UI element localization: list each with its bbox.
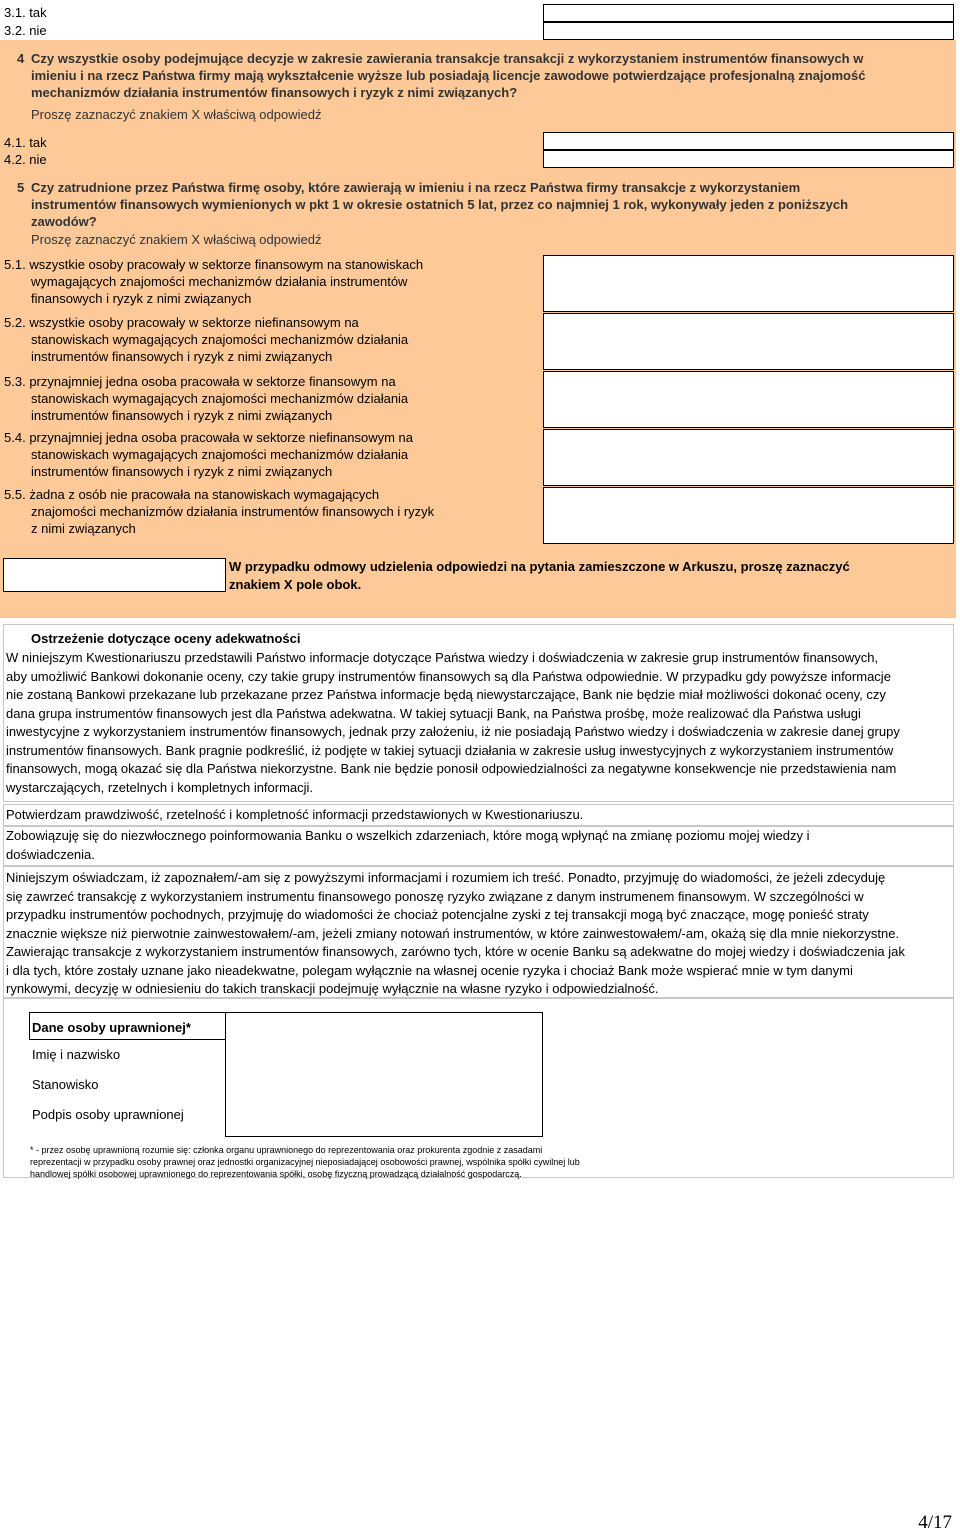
option-text: finansowych i ryzyk z nimi związanych [31,291,252,306]
option-text: znajomości mechanizmów działania instrumentów finansowych i ryzyk [31,504,435,519]
option-5-1 [4,256,474,307]
declaration-line: przypadku instrumentów pochodnych, przyjmuję do wiadomości że chociaż potencjalne zyski z tej transakcji mogą być znaczące, mogę ponieść straty [6,907,869,922]
option-text: przynajmniej jedna osoba pracowała w sektorze niefinansowym na [29,430,414,445]
refusal-text [229,558,949,594]
declaration-line: i dla tych, które zostały uznane jako nieadekwatne, polegam wyłącznie na własnej ocenie ryzyka i chociaż Bank może wspierać mnie w tym danymi [6,962,853,978]
declaration-line: się zawrzeć transakcję z wykorzystaniem instrumentu finansowego ponoszę ryzyko związane z danym instrumenem finansowym. W szczególności w [6,888,864,904]
q4-text [31,50,951,101]
declaration-line: Zawierając transakcje z wykorzystaniem instrumentów finansowych, zarówno tych, które w ocenie Banku są adekwatne do mojej wiedzy i doświadczenia jak [6,944,905,959]
warning-line: nie zostaną Bankowi przekazane lub przekazane przez Państwa informacje będą niewystarczające, Bank nie będzie miał możliwości dokonać oceny, czy [6,687,886,702]
warning-line: inwestycyjne z wykorzystaniem instrumentów finansowych, jednak przy założeniu, iż nie posiadają Państwo wiedzy i doświadczenia w zakresie danej grupy [6,724,900,739]
refusal-line: znakiem X pole obok. [229,577,362,592]
answer-box-5-1[interactable] [543,255,954,312]
warning-line: finansowych, mogą okazać się dla Państwa niekorzystne. Bank nie będzie ponosił odpowiedzialności za negatywne konsekwencje nie przedstawienia nam [6,761,897,776]
signatory-header: Dane osoby uprawnionej* [32,1020,191,1035]
refusal-checkbox[interactable] [3,558,226,592]
answer-box-5-4[interactable] [543,429,954,486]
answer-box-4-2[interactable] [543,150,954,168]
declaration-text [6,869,948,999]
option-5-3 [4,373,474,424]
option-text: wszystkie osoby pracowały w sektorze finansowym na stanowiskach [29,257,424,272]
position-field[interactable] [226,1071,542,1099]
refusal-line: W przypadku odmowy udzielenia odpowiedzi na pytania zamieszczone w Arkuszu, proszę zaznaczyć [229,559,850,574]
option-3-1: 3.1. tak [4,5,47,20]
option-number: 5.2. [4,315,26,330]
answer-box-3-1[interactable] [543,4,954,22]
page-number: 4/17 [918,1512,952,1533]
q4-instruction: Proszę zaznaczyć znakiem X właściwą odpowiedź [31,107,322,122]
option-text: instrumentów finansowych i ryzyk z nimi związanych [31,349,333,364]
q5-text-line: Czy zatrudnione przez Państwa firmę osoby, które zawierają w imieniu i na rzecz Państwa firmy transakcje z wykorzystaniem [31,180,801,195]
name-field[interactable] [226,1041,542,1069]
option-text: stanowiskach wymagających znajomości mechanizmów działania [31,391,409,406]
option-text: instrumentów finansowych i ryzyk z nimi związanych [31,408,333,423]
option-number: 5.1. [4,257,26,272]
option-number: 5.5. [4,487,26,502]
q4-text-line: Czy wszystkie osoby podejmujące decyzje w zakresie zawierania transakcje transakcji z wykorzystaniem instrumentów finansowych w [31,51,864,66]
footnote-line: reprezentacji w przypadku osoby prawnej oraz jednostki organizacyjnej nieposiadającej osobowości prawnej, wspólnika spółki cywilnej lub [30,1157,580,1167]
name-label: Imię i nazwisko [32,1047,121,1062]
answer-box-5-3[interactable] [543,371,954,428]
option-number: 5.3. [4,374,26,389]
option-5-4 [4,429,474,480]
warning-line: wystarczających, rzetelnych i kompletnych informacji. [6,779,314,795]
option-text: wymagających znajomości mechanizmów działania instrumentów [31,274,408,289]
warning-title: Ostrzeżenie dotyczące oceny adekwatności [31,631,301,646]
declaration-line: rynkowymi, decyzję w odniesieniu do takich transkacji podejmuję wyłącznie na własne ryzyko i odpowiedzialność. [6,981,659,996]
warning-line: W niniejszym Kwestionariuszu przedstawili Państwo informacje dotyczące Państwa wiedzy i doświadczenia w zakresie grup instrumentów finansowych, [6,650,879,665]
footnote-line: handlowej spółki osobowej uprawnionego do reprezentowania spółki, osobę fizyczną prowadzącą działalność gospodarczą. [30,1169,522,1179]
option-text: instrumentów finansowych i ryzyk z nimi związanych [31,464,333,479]
answer-box-3-2[interactable] [543,22,954,40]
q5-text [31,179,951,229]
footnote [30,1144,624,1180]
answer-box-4-1[interactable] [543,132,954,150]
warning-line: aby umożliwić Bankowi dokonanie oceny, czy takie grupy instrumentów finansowych są dla Państwa odpowiednie. W przypadku gdy powyższe informacje [6,668,891,684]
q5-text-line: instrumentów finansowych wymienionych w pkt 1 w okresie ostatnich 5 lat, przez co najmniej 1 rok, wykonywały jeden z poniższych [31,197,849,212]
option-3-2: 3.2. nie [4,23,47,38]
position-label: Stanowisko [32,1077,99,1092]
confirm-text: Potwierdzam prawdziwość, rzetelność i kompletność informacji przedstawionych w Kwestionariuszu. [6,807,584,822]
option-4-2: 4.2. nie [4,152,47,167]
q5-number: 5 [17,180,25,195]
warning-line: dana grupa instrumentów finansowych jest dla Państwa adekwatna. W takiej sytuacji Bank, na Państwa prośbę, może realizować dla Państwa usługi [6,705,861,721]
option-text: żadna z osób nie pracowała na stanowiskach wymagających [29,487,380,502]
commit-line: doświadczenia. [6,846,95,862]
q4-text-line: mechanizmów działania instrumentów finansowych i ryzyk z nimi związanych? [31,85,518,100]
declaration-line: Niniejszym oświadczam, iż zapoznałem/-am się z powyższymi informacjami i rozumiem ich treść. Ponadto, przyjmuję do wiadomości, że jeżeli zdecyduję [6,870,886,885]
option-text: przynajmniej jedna osoba pracowała w sektorze finansowym na [29,374,396,389]
q4-number: 4 [17,51,25,66]
option-number: 5.4. [4,430,26,445]
option-text: stanowiskach wymagających znajomości mechanizmów działania [31,332,409,347]
commit-text [6,827,948,864]
warning-text [6,649,948,797]
option-5-2 [4,314,474,365]
answer-box-5-5[interactable] [543,487,954,544]
q5-instruction: Proszę zaznaczyć znakiem X właściwą odpowiedź [31,232,322,247]
footnote-line: * - przez osobę uprawnioną rozumie się: członka organu uprawnionego do reprezentowania oraz prokurenta zgodnie z zasadami [30,1145,543,1155]
commit-line: Zobowiązuję się do niezwłocznego poinformowania Banku o wszelkich zdarzeniach, które mogą wpłynąć na zmianę poziomu mojej wiedzy i [6,828,810,843]
option-4-1: 4.1. tak [4,135,47,150]
q4-text-line: imieniu i na rzecz Państwa firmy mają wykształcenie wyższe lub posiadają licencje zawodowe potwierdzające profesjonalną znajomość [31,68,866,83]
signature-label: Podpis osoby uprawnionej [32,1107,184,1122]
warning-line: instrumentów finansowych. Bank pragnie podkreślić, iż podjęte w takiej sytuacji działania w zakresie usług inwestycyjnych z wykorzystaniem instrumentów [6,742,894,758]
option-text: z nimi związanych [31,521,136,536]
answer-box-5-2[interactable] [543,313,954,370]
option-text: stanowiskach wymagających znajomości mechanizmów działania [31,447,409,462]
option-5-5 [4,486,474,537]
q5-text-line: zawodów? [31,214,97,229]
option-text: wszystkie osoby pracowały w sektorze niefinansowym na [29,315,359,330]
declaration-line: znacznie większe niż pierwotnie zainwestowałem/-am, jeżeli zmiany notowań instrumentów, w które zainwestowałem/-am, okażą się dla mnie niekorzystne. [6,925,900,941]
signature-field[interactable] [226,1101,542,1135]
